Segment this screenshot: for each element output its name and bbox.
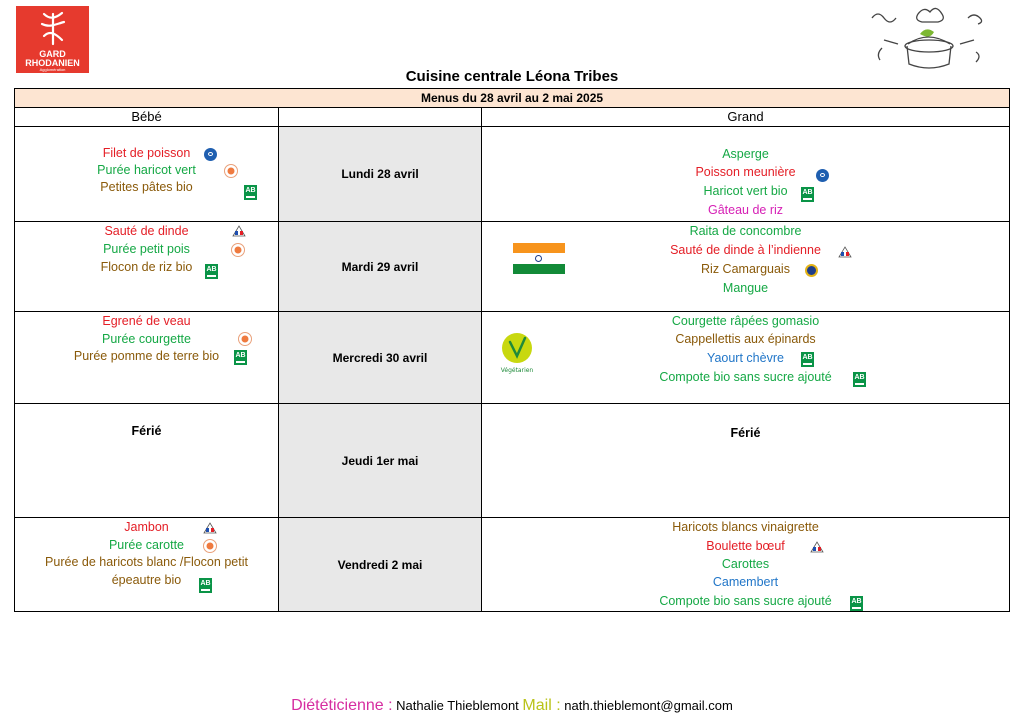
day-label: Jeudi 1er mai	[341, 453, 419, 468]
day-row-thursday	[14, 404, 1010, 518]
ab-organic-icon: AB	[205, 264, 218, 279]
msc-icon	[816, 169, 829, 182]
dish: Mangue	[722, 281, 769, 295]
dish: Boulette bœuf	[706, 539, 785, 553]
day-cell	[278, 312, 482, 404]
day-label: Mardi 29 avril	[341, 259, 419, 274]
baby-menu-cell	[14, 404, 279, 518]
menu-period-band: Menus du 28 avril au 2 mai 2025	[14, 88, 1010, 108]
french-poultry-icon	[231, 224, 247, 238]
dish: Carottes	[721, 557, 770, 571]
footer-contact	[0, 697, 1024, 715]
logo-line2: RHODANIEN	[25, 58, 80, 68]
french-beef-icon	[809, 540, 825, 554]
msc-icon	[204, 148, 217, 161]
day-cell	[278, 222, 482, 312]
ab-organic-icon: AB	[850, 596, 863, 611]
day-label: Mercredi 30 avril	[332, 350, 428, 365]
grand-menu-cell	[481, 518, 1010, 612]
dish: Sauté de dinde à l’indienne	[670, 243, 821, 257]
ab-organic-icon: AB	[234, 350, 247, 365]
day-row-monday	[14, 127, 1010, 222]
baby-menu-cell	[14, 222, 279, 312]
french-poultry-icon	[837, 245, 853, 259]
dish: Compote bio sans sucre ajouté	[659, 370, 832, 384]
mail-label: Mail :	[522, 697, 561, 714]
dish: Purée pomme de terre bio	[73, 349, 220, 363]
grand-menu-cell	[481, 222, 1010, 312]
holiday-label: Férié	[730, 426, 761, 440]
day-label: Lundi 28 avril	[341, 167, 419, 181]
dish: Purée carotte	[108, 538, 185, 552]
dish: épeautre bio	[111, 573, 182, 587]
dish: Courgette râpées gomasio	[671, 314, 820, 328]
dish: Filet de poisson	[102, 146, 191, 160]
dish: Gâteau de riz	[707, 203, 784, 217]
menu-table	[14, 88, 1010, 612]
dish: Poisson meunière	[695, 165, 796, 179]
grand-menu-cell	[481, 127, 1010, 222]
baby-menu-cell	[14, 518, 279, 612]
dish: Haricots blancs vinaigrette	[672, 520, 819, 534]
dish: Purée de haricots blanc /Flocon petit	[45, 555, 248, 569]
holiday-label: Férié	[131, 424, 162, 438]
dish: Camembert	[712, 575, 779, 589]
grand-menu-cell	[481, 312, 1010, 404]
homemade-label-icon	[231, 243, 245, 257]
dietitian-label: Diététicienne :	[291, 697, 393, 714]
dish: Egrené de veau	[102, 314, 191, 328]
dish: Yaourt chèvre	[707, 351, 784, 365]
header-grand: Grand	[481, 108, 1010, 127]
dish: Cappellettis aux épinards	[675, 332, 816, 346]
dish: Purée courgette	[102, 332, 191, 346]
dish: Flocon de riz bio	[100, 260, 193, 274]
ab-organic-icon: AB	[199, 578, 212, 593]
dish: Riz Camarguais	[701, 262, 790, 276]
dish: Purée haricot vert	[97, 163, 196, 177]
dish: Compote bio sans sucre ajouté	[659, 594, 832, 608]
baby-menu-cell	[14, 312, 279, 404]
french-pork-icon	[202, 521, 218, 535]
homemade-label-icon	[203, 539, 217, 553]
dish: Petites pâtes bio	[100, 180, 193, 194]
dish: Sauté de dinde	[104, 224, 189, 238]
ab-organic-icon: AB	[244, 185, 257, 200]
homemade-label-icon	[224, 164, 238, 178]
logo-line3: Agglomération	[39, 67, 66, 72]
dish: Haricot vert bio	[703, 184, 788, 198]
logo-mark-icon	[38, 10, 68, 48]
day-cell	[278, 404, 482, 518]
day-row-tuesday	[14, 222, 1010, 312]
ab-organic-icon: AB	[801, 187, 814, 202]
chef-pot-illustration-icon	[868, 4, 988, 76]
header-day	[278, 108, 482, 127]
day-row-friday	[14, 518, 1010, 612]
dish: Jambon	[124, 520, 169, 534]
ab-organic-icon: AB	[853, 372, 866, 387]
day-row-wednesday	[14, 312, 1010, 404]
dish: Purée petit pois	[103, 242, 190, 256]
gard-rhodanien-logo	[16, 6, 89, 73]
vegetarian-label: Végétarien	[500, 367, 534, 374]
ab-organic-icon: AB	[801, 352, 814, 367]
mail-address[interactable]: nath.thieblemont@gmail.com	[564, 698, 733, 713]
day-cell	[278, 518, 482, 612]
page-title: Cuisine centrale Léona Tribes	[405, 68, 619, 85]
baby-menu-cell	[14, 127, 279, 222]
dietitian-name: Nathalie Thieblemont	[396, 698, 519, 713]
day-cell	[278, 127, 482, 222]
header-baby: Bébé	[14, 108, 279, 127]
homemade-label-icon	[238, 332, 252, 346]
dish: Raita de concombre	[689, 224, 802, 238]
day-label: Vendredi 2 mai	[337, 557, 423, 572]
dish: Asperge	[722, 147, 769, 161]
grand-menu-cell	[481, 404, 1010, 518]
aop-icon	[805, 264, 818, 277]
logo-line1: GARD	[39, 49, 66, 59]
